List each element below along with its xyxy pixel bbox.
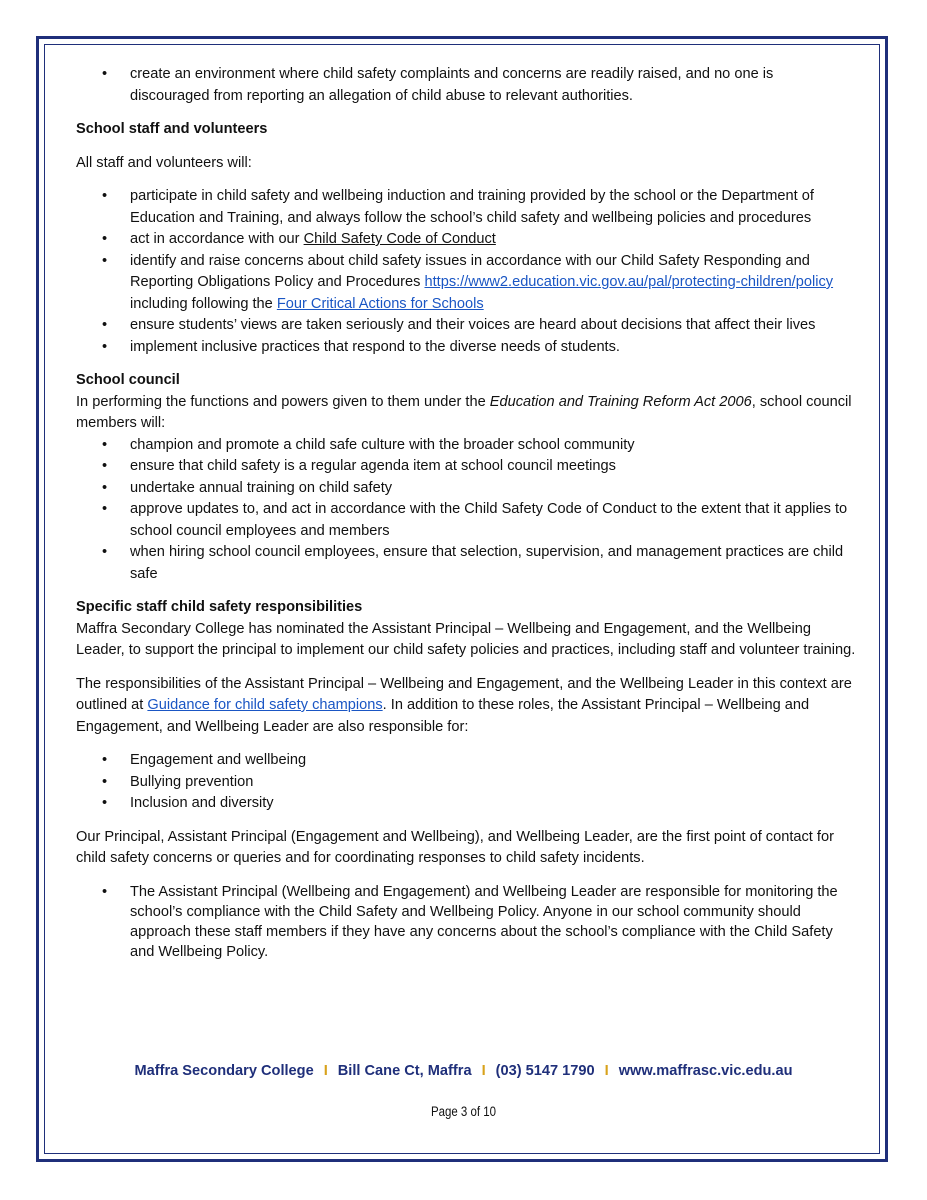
footer-phone: (03) 5147 1790 [495, 1063, 595, 1079]
footer-separator: I [323, 1063, 328, 1079]
guidance-child-safety-link[interactable]: Guidance for child safety champions [147, 697, 383, 713]
list-item: • undertake annual training on child safety [76, 478, 856, 500]
page-number: Page 3 of 10 [430, 1104, 497, 1119]
page-content [76, 64, 856, 962]
list-item: • The Assistant Principal (Wellbeing and Engagement) and Wellbeing Leader are responsible for monitoring the school’s compliance with the Child Safety and Wellbeing Policy. Anyone in our school community should approach these staff members if they have any concerns about the school’s compliance with the Child Safety and Wellbeing Policy. [102, 883, 838, 960]
bullet-icon: • [102, 231, 108, 247]
list-item: • create an environment where child safety complaints and concerns are readily raised, and no one is discouraged from reporting an allegation of child abuse to relevant authorities. [102, 66, 774, 104]
list-item: • Bullying prevention [76, 772, 856, 794]
staff-bullet-list [76, 186, 856, 358]
bullet-icon: • [102, 188, 108, 204]
list-item: • Engagement and wellbeing [76, 750, 856, 772]
list-item: • ensure students’ views are taken seriously and their voices are heard about decisions that affect their lives [76, 315, 856, 337]
staff-intro: All staff and volunteers will: [76, 154, 252, 171]
list-item: • implement inclusive practices that respond to the diverse needs of students. [76, 337, 856, 359]
footer-separator: I [481, 1063, 486, 1079]
bullet-icon: • [102, 501, 108, 517]
bullet-icon: • [102, 458, 108, 474]
page-footer [0, 1063, 927, 1079]
specific-p2: The responsibilities of the Assistant Principal – Wellbeing and Engagement, and the Wellbeing Leader in this context are outlined at Guidance for child safety champions. In addition to these roles, the Assistant Principal – Wellbeing and Engagement, and Wellbeing Leader are also responsible for: [76, 675, 852, 735]
list-item: • participate in child safety and wellbeing induction and training provided by the school or the Department of Education and Training, and always follow the school’s child safety and wellbeing policies and procedures [102, 188, 814, 226]
council-bullet-list [76, 435, 856, 586]
specific-p3: Our Principal, Assistant Principal (Engagement and Wellbeing), and Wellbeing Leader, are the first point of contact for child safety concerns or queries and for coordinating responses to child safety incidents. [76, 828, 834, 866]
code-of-conduct-link[interactable]: Child Safety Code of Conduct [303, 231, 496, 247]
bullet-icon: • [102, 773, 108, 790]
footer-separator: I [604, 1063, 609, 1079]
bullet-icon: • [102, 317, 108, 333]
bullet-icon: • [102, 544, 108, 560]
final-bullet-list [76, 882, 856, 962]
bullet-icon: • [102, 338, 108, 355]
list-item: • act in accordance with our Child Safety Code of Conduct [76, 229, 856, 251]
list-item: • ensure that child safety is a regular agenda item at school council meetings [76, 456, 856, 478]
specific-heading: Specific staff child safety responsibilities [76, 599, 363, 615]
footer-school: Maffra Secondary College [134, 1063, 314, 1079]
four-critical-actions-link[interactable]: Four Critical Actions for Schools [276, 295, 484, 312]
bullet-icon: • [102, 883, 108, 900]
footer-website: www.maffrasc.vic.edu.au [618, 1063, 793, 1079]
list-item: • when hiring school council employees, ensure that selection, supervision, and management practices are child safe [102, 544, 844, 582]
footer-address: Bill Cane Ct, Maffra [337, 1063, 472, 1079]
protecting-children-link[interactable]: https://www2.education.vic.gov.au/pal/protecting-children/policy [424, 274, 834, 290]
top-bullet-list [76, 64, 856, 107]
bullet-icon: • [102, 66, 108, 82]
bullet-icon: • [102, 479, 108, 496]
list-item: • champion and promote a child safe culture with the broader school community [76, 435, 856, 457]
bullet-icon: • [102, 752, 108, 768]
list-item: • Inclusion and diversity [76, 793, 856, 815]
council-heading: School council [76, 372, 180, 388]
bullet-icon: • [102, 795, 108, 811]
list-item: • approve updates to, and act in accordance with the Child Safety Code of Conduct to the extent that it applies to school council employees and members [102, 501, 848, 539]
specific-p1: Maffra Secondary College has nominated the Assistant Principal – Wellbeing and Engagement, and the Wellbeing Leader, to support the principal to implement our child safety policies and practices, including staff and volunteer training. [76, 620, 856, 658]
bullet-icon: • [102, 252, 108, 269]
list-item: • identify and raise concerns about child safety issues in accordance with our Child Safety Responding and Reporting Obligations Policy and Procedures https://www2.education.vic.gov.au/pal/protecting-children/policy including following the Four Critical Actions for Schools [102, 252, 842, 312]
council-intro: In performing the functions and powers given to them under the Education and Training Reform Act 2006, school council members will: [76, 393, 852, 431]
bullet-icon: • [102, 436, 108, 453]
specific-bullet-list [76, 750, 856, 815]
staff-heading: School staff and volunteers [76, 121, 268, 137]
